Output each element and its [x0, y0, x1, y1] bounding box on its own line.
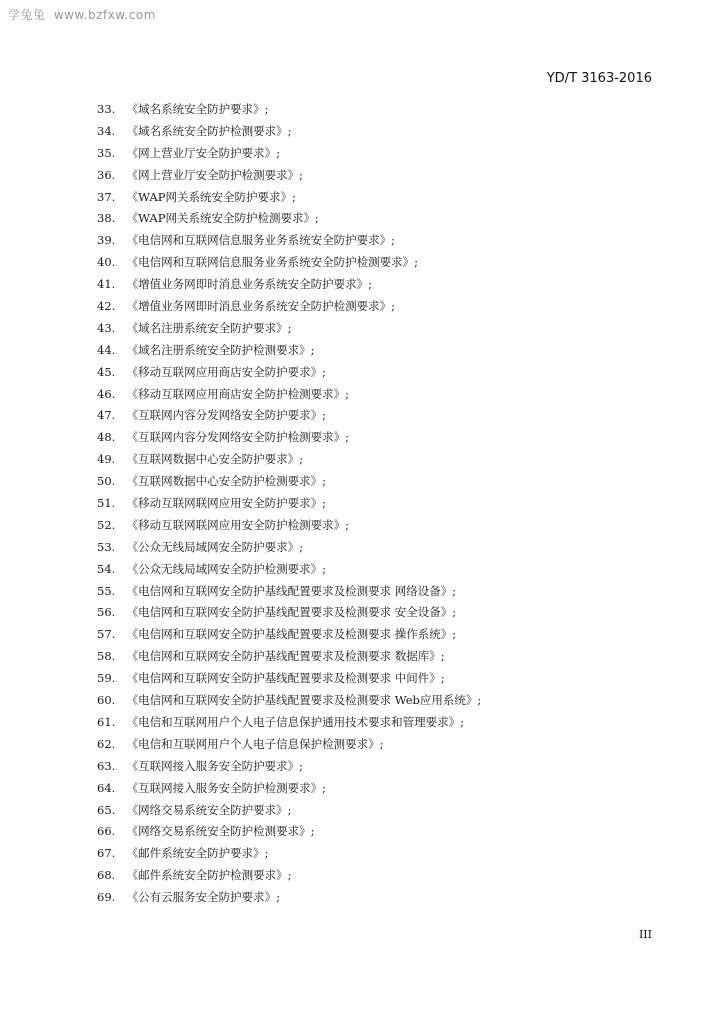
list-item: [97, 668, 657, 690]
item-number: 42.: [97, 299, 116, 314]
watermark: [8, 6, 156, 23]
list-item: [97, 756, 657, 778]
item-title: 《网上营业厅安全防护检测要求》;: [126, 167, 304, 182]
list-item: [97, 515, 657, 537]
item-number: 61.: [97, 714, 116, 729]
item-title: 《公众无线局域网安全防护要求》;: [126, 539, 304, 554]
standard-list: [97, 99, 657, 909]
item-title: 《移动互联网联网应用安全防护检测要求》;: [126, 517, 350, 532]
item-title: 《电信和互联网用户个人电子信息保护检测要求》;: [126, 736, 384, 751]
standard-number: YD/T 3163-2016: [546, 71, 652, 86]
list-item: [97, 362, 657, 384]
item-title: 《域名系统安全防护检测要求》;: [126, 123, 292, 138]
item-title: 《增值业务网即时消息业务系统安全防护检测要求》;: [126, 299, 396, 314]
list-item: [97, 296, 657, 318]
item-number: 68.: [97, 868, 116, 883]
list-item: [97, 865, 657, 887]
list-item: [97, 624, 657, 646]
list-item: [97, 559, 657, 581]
list-item: [97, 712, 657, 734]
item-title: 《互联网数据中心安全防护检测要求》;: [126, 474, 327, 489]
item-number: 47.: [97, 408, 116, 423]
list-item: [97, 208, 657, 230]
item-number: 57.: [97, 627, 116, 642]
item-title: 《域名系统安全防护要求》;: [126, 102, 269, 116]
item-number: 59.: [97, 671, 116, 686]
item-number: 67.: [97, 846, 116, 861]
list-item: [97, 340, 657, 362]
item-title: 《互联网内容分发网络安全防护检测要求》;: [126, 430, 350, 445]
item-number: 48.: [97, 430, 116, 445]
item-number: 36.: [97, 167, 116, 182]
item-number: 34.: [97, 123, 116, 138]
list-item: [97, 646, 657, 668]
list-item: [97, 274, 657, 296]
item-title: 《电信网和互联网信息服务业务系统安全防护要求》;: [126, 233, 396, 248]
item-title: 《电信和互联网用户个人电子信息保护通用技术要求和管理要求》;: [126, 714, 465, 729]
item-number: 35.: [97, 145, 116, 160]
list-item: [97, 690, 657, 712]
item-title: 《公众无线局域网安全防护检测要求》;: [126, 561, 327, 576]
item-number: 49.: [97, 452, 116, 467]
item-title: 《网上营业厅安全防护要求》;: [126, 145, 281, 160]
item-number: 37.: [97, 189, 116, 204]
item-number: 41.: [97, 277, 116, 292]
item-number: 65.: [97, 802, 116, 817]
list-item: [97, 187, 657, 209]
item-title: 《邮件系统安全防护要求》;: [126, 846, 269, 861]
item-number: 43.: [97, 320, 116, 335]
list-item: [97, 427, 657, 449]
item-number: 64.: [97, 780, 116, 795]
list-item: [97, 384, 657, 406]
item-title: 《网络交易系统安全防护检测要求》;: [126, 824, 315, 839]
item-title: 《电信网和互联网安全防护基线配置要求及检测要求 安全设备》;: [126, 605, 457, 620]
item-title: 《邮件系统安全防护检测要求》;: [126, 868, 292, 883]
list-item: [97, 165, 657, 187]
item-number: 39.: [97, 233, 116, 248]
item-number: 45.: [97, 364, 116, 379]
item-title: 《移动互联网应用商店安全防护检测要求》;: [126, 386, 350, 401]
item-title: 《电信网和互联网安全防护基线配置要求及检测要求 操作系统》;: [126, 627, 457, 642]
item-title: 《电信网和互联网安全防护基线配置要求及检测要求 网络设备》;: [126, 583, 457, 598]
item-number: 54.: [97, 561, 116, 576]
list-item: [97, 581, 657, 603]
item-title: 《移动互联网联网应用安全防护要求》;: [126, 496, 327, 511]
list-item: [97, 99, 657, 121]
list-item: [97, 800, 657, 822]
item-number: 38.: [97, 211, 116, 226]
item-title: 《增值业务网即时消息业务系统安全防护要求》;: [126, 277, 373, 292]
item-number: 56.: [97, 605, 116, 620]
list-item: [97, 887, 657, 909]
list-item: [97, 318, 657, 340]
item-title: 《域名注册系统安全防护要求》;: [126, 320, 292, 335]
item-title: 《域名注册系统安全防护检测要求》;: [126, 342, 315, 357]
item-title: 《移动互联网应用商店安全防护要求》;: [126, 364, 327, 379]
list-item: [97, 493, 657, 515]
item-title: 《网络交易系统安全防护要求》;: [126, 802, 292, 817]
list-item: [97, 230, 657, 252]
item-number: 53.: [97, 539, 116, 554]
item-number: 44.: [97, 342, 116, 357]
list-item: [97, 778, 657, 800]
item-title: 《电信网和互联网安全防护基线配置要求及检测要求 中间件》;: [126, 671, 445, 686]
item-title: 《互联网接入服务安全防护检测要求》;: [126, 780, 327, 795]
list-item: [97, 602, 657, 624]
item-number: 62.: [97, 736, 116, 751]
item-title: 《WAP网关系统安全防护检测要求》;: [126, 211, 319, 226]
item-title: 《互联网内容分发网络安全防护要求》;: [126, 408, 327, 423]
list-item: [97, 537, 657, 559]
list-item: [97, 143, 657, 165]
list-item: [97, 843, 657, 865]
list-item: [97, 471, 657, 493]
watermark-url: www.bzfxw.com: [53, 8, 156, 22]
item-number: 60.: [97, 693, 116, 708]
watermark-brand: 学兔兔: [8, 8, 46, 22]
item-number: 66.: [97, 824, 116, 839]
list-item: [97, 252, 657, 274]
item-number: 69.: [97, 890, 116, 905]
item-title: 《WAP网关系统安全防护要求》;: [126, 189, 296, 204]
item-title: 《公有云服务安全防护要求》;: [126, 890, 281, 905]
item-number: 58.: [97, 649, 116, 664]
item-number: 46.: [97, 386, 116, 401]
list-item: [97, 121, 657, 143]
list-item: [97, 449, 657, 471]
item-number: 51.: [97, 496, 116, 511]
page-number: III: [638, 928, 652, 941]
item-title: 《互联网数据中心安全防护要求》;: [126, 452, 304, 467]
item-number: 63.: [97, 758, 116, 773]
item-number: 50.: [97, 474, 116, 489]
item-title: 《电信网和互联网安全防护基线配置要求及检测要求 数据库》;: [126, 649, 445, 664]
list-item: [97, 734, 657, 756]
item-number: 55.: [97, 583, 116, 598]
list-item: [97, 405, 657, 427]
list-item: [97, 821, 657, 843]
item-number: 52.: [97, 517, 116, 532]
item-title: 《互联网接入服务安全防护要求》;: [126, 758, 304, 773]
item-number: 40.: [97, 255, 116, 270]
item-title: 《电信网和互联网信息服务业务系统安全防护检测要求》;: [126, 255, 419, 270]
item-number: 33.: [97, 102, 116, 116]
item-title: 《电信网和互联网安全防护基线配置要求及检测要求 Web应用系统》;: [126, 693, 482, 708]
